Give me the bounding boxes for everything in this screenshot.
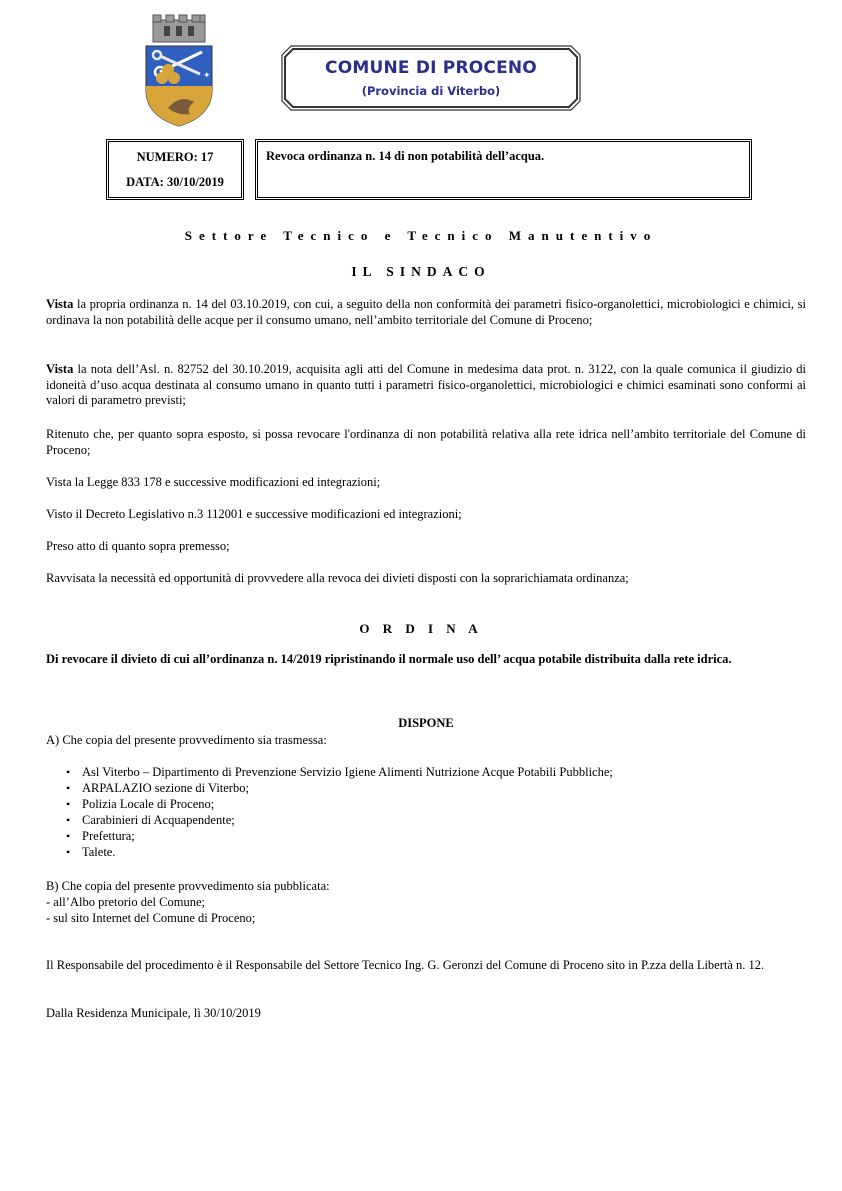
provincia-name: (Provincia di Viterbo) [361, 84, 501, 98]
ordina-text: Di revocare il divieto di cui all’ordinanza n. 14/2019 ripristinando il normale uso dell’ acqua potabile distribuita dalla rete idrica. [46, 652, 732, 666]
ordinance-subject: Revoca ordinanza n. 14 di non potabilità dell’acqua. [266, 149, 545, 163]
svg-text:✦: ✦ [203, 71, 211, 81]
paragraph-lead: Vista [46, 297, 74, 311]
bullet-icon: • [66, 765, 71, 779]
ordinance-date: DATA: 30/10/2019 [126, 175, 224, 189]
bullet-icon: • [66, 797, 71, 811]
paragraph-ritenuto: Ritenuto che, per quanto sopra esposto, si possa revocare l'ordinanza di non potabilità relativa alla rete idrica nell’ambito territoriale del Comune di Proceno; [46, 427, 806, 457]
ordina-heading: O R D I N A [359, 621, 483, 636]
sindaco-heading: IL SINDACO [351, 264, 491, 279]
settore-heading: Settore Tecnico e Tecnico Manutentivo [184, 228, 658, 243]
closing-line: Dalla Residenza Municipale, lì 30/10/2019 [46, 1006, 261, 1020]
paragraph-vista-nota-asl: Vista la nota dell’Asl. n. 82752 del 30.10.2019, acquisita agli atti del Comune in medesima data prot. n. 3122, con la quale comunica il giudizio di idoneità d’uso acqua destinata al consumo umano in quanto tutti i parametri fisico-organolettici, microbiologici e chimici esaminati sono conformi ai valori di parametro previsti; [46, 362, 806, 407]
list-item: • Prefettura; [66, 829, 135, 843]
list-item: • Carabinieri di Acquapendente; [66, 813, 235, 827]
bullet-icon: • [66, 829, 71, 843]
comune-name: COMUNE DI PROCENO [325, 58, 537, 78]
list-item: • ARPALAZIO sezione di Viterbo; [66, 781, 249, 795]
paragraph-legge: Vista la Legge 833 178 e successive modificazioni ed integrazioni; [46, 475, 381, 489]
paragraph-preso-atto: Preso atto di quanto sopra premesso; [46, 539, 230, 553]
ordinance-number-box [106, 139, 244, 200]
ordinance-subject-box [255, 139, 752, 200]
paragraph-decreto: Visto il Decreto Legislativo n.3 112001 e successive modificazioni ed integrazioni; [46, 507, 462, 521]
bullet-icon: • [66, 845, 71, 859]
list-item: - all’Albo pretorio del Comune; [46, 895, 205, 909]
paragraph-responsabile: Il Responsabile del procedimento è il Responsabile del Settore Tecnico Ing. G. Geronzi del Comune di Proceno sito in P.zza della Libertà n. 12. [46, 958, 765, 972]
dispone-heading: DISPONE [398, 716, 454, 730]
ordinance-number: NUMERO: 17 [136, 150, 214, 164]
paragraph-lead: Vista [46, 362, 74, 376]
bullet-icon: • [66, 781, 71, 795]
comune-title-box [281, 45, 581, 111]
section-b-heading: B) Che copia del presente provvedimento sia pubblicata: [46, 879, 330, 893]
list-item: • Talete. [66, 845, 116, 859]
paragraph-ravvisata: Ravvisata la necessità ed opportunità di provvedere alla revoca dei divieti disposti con la soprarichiamata ordinanza; [46, 571, 629, 585]
bullet-icon: • [66, 813, 71, 827]
comune-crest-logo [140, 12, 218, 128]
list-item: • Asl Viterbo – Dipartimento di Prevenzione Servizio Igiene Alimenti Nutrizione Acque Potabili Pubbliche; [66, 765, 613, 779]
section-a-heading: A) Che copia del presente provvedimento sia trasmessa: [46, 733, 327, 747]
paragraph-vista-ordinanza: Vista la propria ordinanza n. 14 del 03.10.2019, con cui, a seguito della non conformità dei parametri fisico-organolettici, microbiologici e chimici, si ordinava la non potabilità delle acque per il consumo umano, nell’ambito territoriale del Comune di Proceno; [46, 297, 806, 327]
recipients-list [66, 764, 613, 860]
list-item: • Polizia Locale di Proceno; [66, 797, 215, 811]
list-item: - sul sito Internet del Comune di Proceno; [46, 911, 256, 925]
